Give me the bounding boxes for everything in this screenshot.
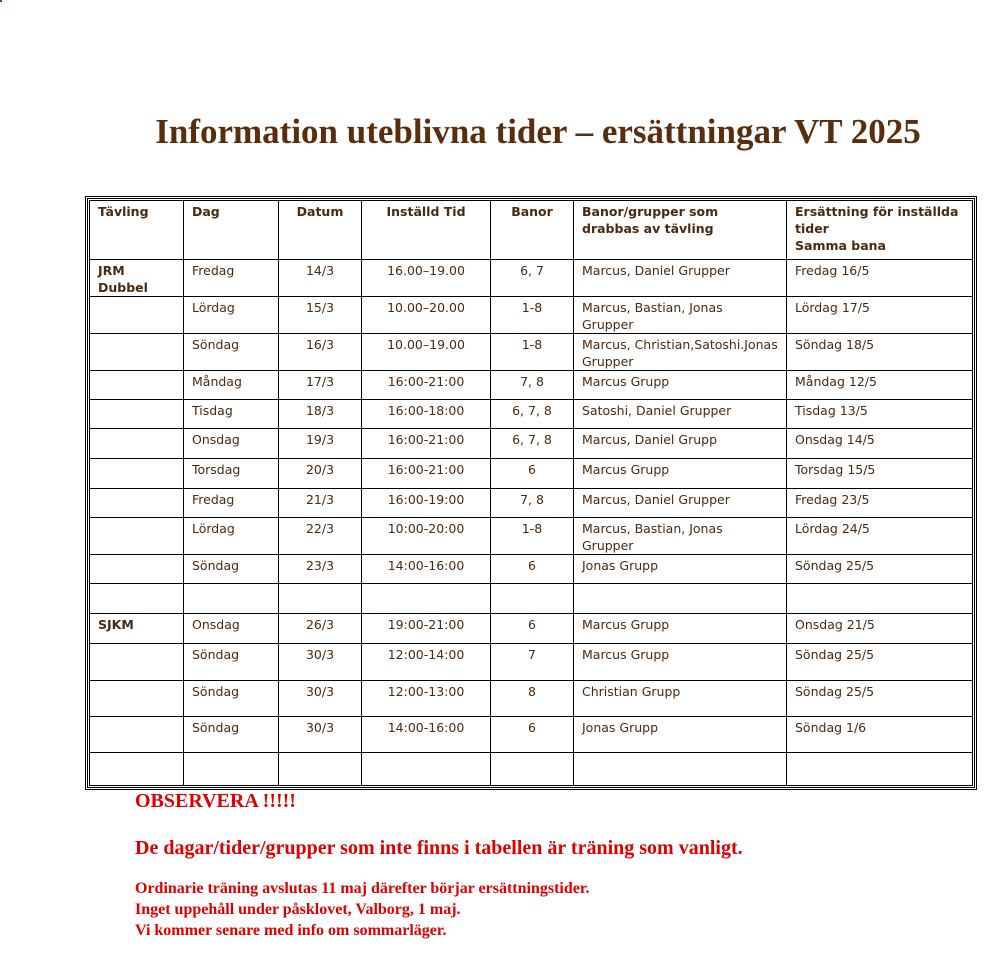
cell-installd-tid: 12:00-14:00: [362, 644, 491, 681]
cell-banor: 1-8: [491, 297, 574, 334]
corner-mark: [0, 0, 2, 2]
cell-banor: 1-8: [491, 518, 574, 555]
cell-installd-tid: 14:00-16:00: [362, 717, 491, 753]
cell-datum: 20/3: [279, 459, 362, 489]
table-row: [90, 717, 973, 753]
table-row: [90, 555, 973, 584]
cell-ersattning: Fredag 23/5: [787, 489, 973, 518]
note-line: Vi kommer senare med info om sommarläger.: [135, 922, 447, 939]
cell-ersattning: [787, 584, 973, 614]
cell-datum: 17/3: [279, 371, 362, 400]
header-banor: Banor: [491, 201, 574, 260]
cell-dag: Måndag: [184, 371, 279, 400]
cell-dag: [184, 753, 279, 786]
cell-installd-tid: 10.00–19.00: [362, 334, 491, 371]
cell-dag: Torsdag: [184, 459, 279, 489]
cell-ersattning: Onsdag 14/5: [787, 429, 973, 459]
cell-installd-tid: 10.00–20.00: [362, 297, 491, 334]
cell-dag: Tisdag: [184, 400, 279, 429]
cell-banor: 7, 8: [491, 371, 574, 400]
cell-dag: Fredag: [184, 260, 279, 297]
schedule-body: [90, 260, 973, 786]
small-notes: [135, 878, 995, 941]
cell-banor: [491, 753, 574, 786]
cell-banor: 7, 8: [491, 489, 574, 518]
cell-tavling: JRM Dubbel: [90, 260, 184, 297]
cell-banor: 1-8: [491, 334, 574, 371]
header-ersattning-label: Ersättning för inställda tider: [795, 204, 959, 236]
header-datum: Datum: [279, 201, 362, 260]
cell-grupper: [574, 584, 787, 614]
schedule-table-frame: [85, 196, 977, 790]
cell-datum: 26/3: [279, 614, 362, 644]
table-row: [90, 400, 973, 429]
table-row: [90, 260, 973, 297]
cell-datum: 19/3: [279, 429, 362, 459]
cell-tavling: [90, 371, 184, 400]
cell-grupper: Satoshi, Daniel Grupper: [574, 400, 787, 429]
table-row: [90, 518, 973, 555]
table-row: [90, 459, 973, 489]
cell-ersattning: Söndag 25/5: [787, 681, 973, 717]
cell-grupper: [574, 753, 787, 786]
table-row: [90, 753, 973, 786]
cell-installd-tid: 16:00-21:00: [362, 429, 491, 459]
cell-tavling: [90, 644, 184, 681]
cell-installd-tid: [362, 584, 491, 614]
cell-installd-tid: 16:00-21:00: [362, 459, 491, 489]
cell-datum: 30/3: [279, 644, 362, 681]
cell-datum: 18/3: [279, 400, 362, 429]
cell-ersattning: Torsdag 15/5: [787, 459, 973, 489]
cell-ersattning: Söndag 1/6: [787, 717, 973, 753]
header-grupper: Banor/grupper som drabbas av tävling: [574, 201, 787, 260]
cell-dag: Söndag: [184, 555, 279, 584]
cell-installd-tid: [362, 753, 491, 786]
cell-installd-tid: 16:00-19:00: [362, 489, 491, 518]
cell-installd-tid: 10:00-20:00: [362, 518, 491, 555]
cell-tavling: [90, 489, 184, 518]
cell-dag: Söndag: [184, 717, 279, 753]
cell-ersattning: Tisdag 13/5: [787, 400, 973, 429]
header-ersattning-sub: Samma bana: [795, 238, 886, 253]
cell-banor: 6, 7: [491, 260, 574, 297]
cell-tavling: [90, 584, 184, 614]
header-dag: Dag: [184, 201, 279, 260]
cell-tavling: [90, 297, 184, 334]
cell-tavling: [90, 459, 184, 489]
cell-installd-tid: 19:00-21:00: [362, 614, 491, 644]
cell-installd-tid: 16:00-21:00: [362, 371, 491, 400]
cell-dag: Onsdag: [184, 614, 279, 644]
cell-tavling: [90, 717, 184, 753]
cell-banor: 6: [491, 717, 574, 753]
cell-grupper: Marcus, Daniel Grupper: [574, 489, 787, 518]
cell-grupper: Marcus Grupp: [574, 459, 787, 489]
cell-datum: 14/3: [279, 260, 362, 297]
cell-dag: Fredag: [184, 489, 279, 518]
cell-tavling: [90, 555, 184, 584]
cell-ersattning: Söndag 25/5: [787, 644, 973, 681]
cell-datum: 23/3: [279, 555, 362, 584]
cell-dag: Onsdag: [184, 429, 279, 459]
cell-grupper: Christian Grupp: [574, 681, 787, 717]
table-row: [90, 489, 973, 518]
cell-datum: 22/3: [279, 518, 362, 555]
observera-heading: OBSERVERA !!!!!: [135, 790, 296, 812]
cell-dag: Lördag: [184, 297, 279, 334]
cell-grupper: Marcus Grupp: [574, 644, 787, 681]
main-note: De dagar/tider/grupper som inte finns i tabellen är träning som vanligt.: [135, 837, 743, 859]
cell-ersattning: Lördag 24/5: [787, 518, 973, 555]
cell-datum: 21/3: [279, 489, 362, 518]
cell-banor: 6: [491, 614, 574, 644]
cell-grupper: Marcus Grupp: [574, 614, 787, 644]
cell-datum: [279, 584, 362, 614]
cell-tavling: [90, 681, 184, 717]
page-title: Information uteblivna tider – ersättningar VT 2025: [155, 112, 921, 151]
cell-installd-tid: 12:00-13:00: [362, 681, 491, 717]
note-line: Inget uppehåll under påsklovet, Valborg, 1 maj.: [135, 901, 461, 918]
cell-datum: [279, 753, 362, 786]
table-row: [90, 334, 973, 371]
cell-ersattning: Söndag 25/5: [787, 555, 973, 584]
cell-grupper: Marcus, Daniel Grupp: [574, 429, 787, 459]
note-line: Ordinarie träning avslutas 11 maj därefter börjar ersättningstider.: [135, 880, 590, 897]
schedule-table: [89, 200, 973, 786]
cell-dag: Söndag: [184, 681, 279, 717]
cell-banor: 6: [491, 555, 574, 584]
cell-banor: 8: [491, 681, 574, 717]
table-row: [90, 371, 973, 400]
table-row: [90, 429, 973, 459]
header-installd-tid: Inställd Tid: [362, 201, 491, 260]
cell-banor: 6, 7, 8: [491, 429, 574, 459]
notes-section: [135, 790, 995, 941]
table-row: [90, 614, 973, 644]
cell-grupper: Marcus Grupp: [574, 371, 787, 400]
cell-datum: 30/3: [279, 717, 362, 753]
cell-ersattning: Måndag 12/5: [787, 371, 973, 400]
cell-installd-tid: 14:00-16:00: [362, 555, 491, 584]
cell-banor: [491, 584, 574, 614]
cell-installd-tid: 16.00–19.00: [362, 260, 491, 297]
cell-tavling: [90, 400, 184, 429]
cell-dag: [184, 584, 279, 614]
table-row: [90, 681, 973, 717]
header-ersattning: [787, 201, 973, 260]
cell-tavling: [90, 429, 184, 459]
cell-grupper: Marcus, Bastian, Jonas Grupper: [574, 518, 787, 555]
header-tavling: Tävling: [90, 201, 184, 260]
cell-installd-tid: 16:00-18:00: [362, 400, 491, 429]
table-row: [90, 584, 973, 614]
cell-ersattning: Onsdag 21/5: [787, 614, 973, 644]
cell-dag: Lördag: [184, 518, 279, 555]
cell-grupper: Marcus, Daniel Grupper: [574, 260, 787, 297]
cell-grupper: Jonas Grupp: [574, 717, 787, 753]
table-row: [90, 297, 973, 334]
cell-grupper: Marcus, Bastian, Jonas Grupper: [574, 297, 787, 334]
cell-datum: 15/3: [279, 297, 362, 334]
cell-tavling: SJKM: [90, 614, 184, 644]
cell-grupper: Marcus, Christian,Satoshi.Jonas Grupper: [574, 334, 787, 371]
cell-banor: 6, 7, 8: [491, 400, 574, 429]
cell-banor: 7: [491, 644, 574, 681]
table-row: [90, 644, 973, 681]
cell-grupper: Jonas Grupp: [574, 555, 787, 584]
cell-ersattning: [787, 753, 973, 786]
table-header-row: [90, 201, 973, 260]
cell-banor: 6: [491, 459, 574, 489]
cell-ersattning: Söndag 18/5: [787, 334, 973, 371]
cell-ersattning: Fredag 16/5: [787, 260, 973, 297]
cell-tavling: [90, 334, 184, 371]
cell-datum: 16/3: [279, 334, 362, 371]
cell-dag: Söndag: [184, 644, 279, 681]
cell-dag: Söndag: [184, 334, 279, 371]
cell-datum: 30/3: [279, 681, 362, 717]
cell-ersattning: Lördag 17/5: [787, 297, 973, 334]
cell-tavling: [90, 753, 184, 786]
cell-tavling: [90, 518, 184, 555]
